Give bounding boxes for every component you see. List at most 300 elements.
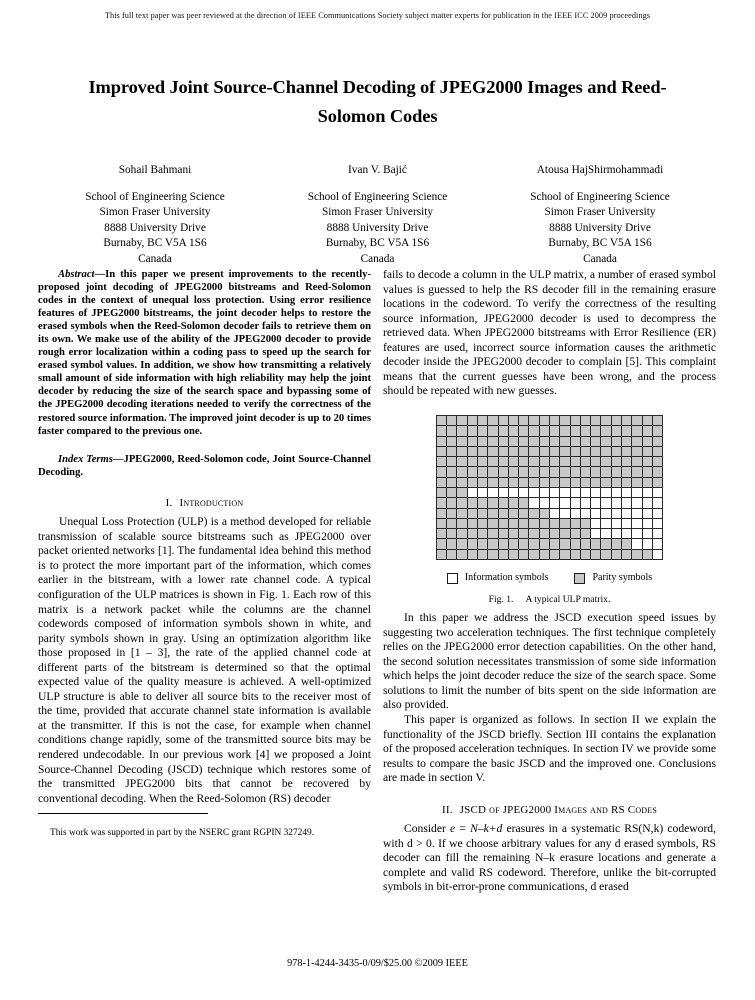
section-title: JSCD of JPEG2000 Images and RS Codes [459, 803, 658, 816]
matrix-cell-parity [632, 477, 642, 487]
matrix-cell-parity [467, 498, 477, 508]
section2-paragraph: Consider e = N–k+d erasures in a systematic RS(N,k) codeword, with d > 0. If we choose arbitrary values for any d erased symbols, RS decoder can fill the remaining N–k erasure locations and generate a complete and valid RS codeword. Therefore, unlike the bit-corrupted symbols in bit-error-prone communications, d erased [383, 822, 716, 894]
matrix-cell-parity [508, 539, 518, 549]
matrix-cell-parity [560, 529, 570, 539]
matrix-cell-information [611, 529, 621, 539]
matrix-cell-parity [570, 477, 580, 487]
matrix-cell-parity [652, 467, 662, 477]
matrix-cell-parity [508, 498, 518, 508]
matrix-cell-parity [539, 539, 549, 549]
legend-entry-information [447, 571, 549, 586]
matrix-cell-parity [467, 539, 477, 549]
affiliation-line: Simon Fraser University [99, 206, 211, 219]
matrix-cell-parity [508, 518, 518, 528]
matrix-cell-parity [477, 436, 487, 446]
matrix-cell-parity [498, 446, 508, 456]
matrix-cell-parity [580, 415, 590, 425]
matrix-cell-parity [580, 457, 590, 467]
matrix-cell-parity [539, 529, 549, 539]
matrix-cell-parity [488, 529, 498, 539]
matrix-cell-parity [457, 539, 467, 549]
matrix-row [436, 467, 663, 477]
matrix-cell-parity [591, 477, 601, 487]
matrix-cell-information [622, 529, 632, 539]
matrix-cell-parity [477, 446, 487, 456]
matrix-cell-information [591, 488, 601, 498]
section-number: II. [441, 803, 453, 816]
intro-continuation-paragraph: fails to decode a column in the ULP matrix, a number of erased symbol values is guessed to help the RS decoder fill in the remaining erasure locations in the codeword. To verify the correctness of the resulting source information, JPEG2000 decoder is used to decompress the retrieved data. When JPEG2000 bitstreams with Error Resilience (ER) features are used, incorrect source information causes the arithmetic decoder inside the JPEG2000 decoder to complain [5]. This complaint means that the current guesses have been wrong, and the process should be repeated with new guesses. [383, 268, 716, 398]
matrix-cell-information [652, 508, 662, 518]
matrix-row [436, 529, 663, 539]
matrix-cell-parity [539, 457, 549, 467]
matrix-cell-parity [601, 426, 611, 436]
matrix-cell-parity [457, 436, 467, 446]
matrix-cell-parity [601, 446, 611, 456]
right-paragraph: In this paper we address the JSCD execution speed issues by suggesting two acceleration techniques. The first technique completely relies on the JPEG2000 error detection capabilities. On the other hand, the second solution necessitates transmission of some side information which helps the joint decoder reduce the size of the search space. Some solutions to limit the number of bits spent on the side information are also provided. [383, 611, 716, 712]
matrix-cell-parity [488, 498, 498, 508]
matrix-cell-parity [560, 477, 570, 487]
matrix-cell-information [632, 498, 642, 508]
index-terms-dash: — [112, 453, 124, 465]
matrix-cell-parity [632, 436, 642, 446]
matrix-cell-information [570, 508, 580, 518]
legend-swatch-gray-icon [574, 573, 585, 584]
matrix-cell-parity [642, 457, 652, 467]
matrix-cell-parity [457, 477, 467, 487]
matrix-cell-parity [601, 477, 611, 487]
matrix-cell-information [580, 488, 590, 498]
matrix-cell-parity [591, 467, 601, 477]
matrix-cell-information [622, 488, 632, 498]
matrix-cell-information [622, 508, 632, 518]
matrix-cell-parity [447, 415, 457, 425]
matrix-cell-parity [508, 446, 518, 456]
matrix-cell-parity [539, 467, 549, 477]
matrix-cell-parity [467, 508, 477, 518]
matrix-cell-information [611, 508, 621, 518]
matrix-cell-parity [591, 457, 601, 467]
matrix-cell-parity [652, 426, 662, 436]
matrix-cell-parity [488, 518, 498, 528]
matrix-cell-parity [447, 518, 457, 528]
matrix-cell-parity [560, 539, 570, 549]
matrix-cell-parity [570, 549, 580, 559]
matrix-cell-parity [477, 426, 487, 436]
section-heading-jscd [383, 803, 716, 818]
matrix-cell-parity [519, 426, 529, 436]
paper-title: Improved Joint Source-Channel Decoding of JPEG2000 Images and Reed-Solomon Codes [88, 77, 667, 126]
matrix-cell-information [601, 498, 611, 508]
matrix-cell-parity [467, 426, 477, 436]
matrix-cell-parity [570, 467, 580, 477]
matrix-cell-parity [436, 436, 446, 446]
matrix-cell-parity [550, 529, 560, 539]
matrix-cell-parity [467, 518, 477, 528]
matrix-cell-parity [477, 549, 487, 559]
matrix-cell-parity [519, 457, 529, 467]
ieee-review-banner: This full text paper was peer reviewed at the direction of IEEE Communications Society subject matter experts for publication in the IEEE ICC 2009 proceedings [104, 11, 651, 20]
matrix-cell-parity [488, 477, 498, 487]
legend-entry-parity [574, 571, 652, 586]
matrix-cell-parity [508, 426, 518, 436]
matrix-cell-parity [498, 477, 508, 487]
matrix-cell-information [519, 488, 529, 498]
matrix-cell-parity [508, 415, 518, 425]
right-column [383, 268, 716, 895]
matrix-cell-information [591, 508, 601, 518]
matrix-cell-information [550, 488, 560, 498]
matrix-row [436, 477, 663, 487]
matrix-cell-information [632, 518, 642, 528]
matrix-row [436, 426, 663, 436]
matrix-cell-parity [652, 436, 662, 446]
matrix-cell-parity [498, 436, 508, 446]
matrix-cell-parity [457, 426, 467, 436]
matrix-cell-information [560, 498, 570, 508]
left-column [38, 268, 371, 839]
author-column [44, 163, 266, 268]
matrix-cell-parity [519, 508, 529, 518]
matrix-cell-parity [580, 426, 590, 436]
matrix-cell-parity [436, 549, 446, 559]
matrix-cell-parity [488, 508, 498, 518]
author-column [489, 163, 711, 268]
matrix-cell-information [642, 529, 652, 539]
matrix-cell-parity [622, 446, 632, 456]
matrix-cell-parity [591, 446, 601, 456]
matrix-cell-parity [498, 518, 508, 528]
matrix-row [436, 446, 663, 456]
matrix-cell-parity [652, 415, 662, 425]
matrix-cell-parity [539, 549, 549, 559]
matrix-cell-parity [508, 508, 518, 518]
matrix-cell-parity [560, 518, 570, 528]
matrix-cell-parity [467, 549, 477, 559]
matrix-cell-information [642, 518, 652, 528]
matrix-cell-parity [632, 426, 642, 436]
matrix-cell-information [550, 508, 560, 518]
figure-caption-text: A typical ULP matrix. [525, 593, 611, 605]
matrix-cell-parity [508, 529, 518, 539]
intro-paragraph: Unequal Loss Protection (ULP) is a method developed for reliable transmission of scalable source bitstreams such as JPEG2000 over packet oriented networks [1]. The fundamental idea behind this method is to protect the more important part of the information, which comes earlier in the bitstream, with a lower rate channel code. A typical configuration of the ULP matrices is shown in Fig. 1. Each row of this matrix is a network packet while the columns are the channel codewords composed of information symbols shown in white, and parity symbols shown in gray. Using an optimization algorithm like those proposed in [1 – 3], the rate of the applied channel code at different parts of the bitstream is determined so that the optimal expected value of the quality measure is achieved. A well-optimized ULP structure is able to deliver all source bits to the receiver most of the time, provided that accurate channel state information is available at the transmitter. If this is not the case, for example when channel conditions change rapidly, some of the transmitted source bits may be rendered undecodable. In our previous work [4] we proposed a Joint Source-Channel Decoding (JSCD) technique which restores some of the transmitted JPEG2000 bits that cannot be recovered by conventional decoding. When the Reed-Solomon (RS) decoder [38, 515, 371, 805]
matrix-cell-parity [580, 436, 590, 446]
matrix-cell-parity [498, 508, 508, 518]
matrix-cell-information [652, 539, 662, 549]
matrix-cell-parity [622, 539, 632, 549]
matrix-cell-parity [457, 488, 467, 498]
affiliation-line: Burnaby, BC V5A 1S6 [548, 237, 652, 250]
matrix-cell-information [642, 539, 652, 549]
matrix-cell-parity [550, 467, 560, 477]
funding-footnote: This work was supported in part by the NSERC grant RGPIN 327249. [50, 828, 315, 839]
affiliation-line: Canada [583, 252, 617, 265]
matrix-cell-parity [622, 415, 632, 425]
matrix-cell-parity [457, 415, 467, 425]
matrix-cell-information [550, 498, 560, 508]
matrix-cell-parity [457, 529, 467, 539]
matrix-cell-parity [447, 549, 457, 559]
matrix-cell-parity [652, 446, 662, 456]
matrix-cell-parity [457, 457, 467, 467]
matrix-cell-parity [477, 467, 487, 477]
matrix-cell-parity [477, 415, 487, 425]
matrix-cell-parity [477, 457, 487, 467]
matrix-cell-parity [539, 477, 549, 487]
matrix-cell-parity [601, 436, 611, 446]
matrix-cell-information [632, 488, 642, 498]
legend-label: Parity symbols [592, 572, 653, 584]
copyright-line: 978-1-4244-3435-0/09/$25.00 ©2009 IEEE [287, 958, 468, 969]
matrix-cell-parity [601, 415, 611, 425]
matrix-row [436, 518, 663, 528]
matrix-cell-parity [488, 436, 498, 446]
matrix-cell-information [652, 549, 662, 559]
matrix-cell-parity [570, 539, 580, 549]
matrix-cell-parity [591, 549, 601, 559]
matrix-cell-information [477, 488, 487, 498]
matrix-cell-parity [436, 529, 446, 539]
matrix-cell-parity [477, 539, 487, 549]
matrix-cell-parity [580, 549, 590, 559]
matrix-cell-parity [436, 539, 446, 549]
matrix-cell-parity [488, 539, 498, 549]
matrix-cell-parity [529, 539, 539, 549]
matrix-cell-information [601, 518, 611, 528]
matrix-cell-parity [570, 436, 580, 446]
matrix-cell-parity [447, 488, 457, 498]
matrix-cell-parity [519, 415, 529, 425]
matrix-cell-parity [539, 415, 549, 425]
matrix-cell-information [642, 498, 652, 508]
matrix-cell-parity [591, 415, 601, 425]
matrix-cell-information [652, 518, 662, 528]
matrix-cell-parity [457, 518, 467, 528]
math-e: e [450, 822, 456, 836]
matrix-cell-parity [550, 415, 560, 425]
matrix-cell-information [652, 498, 662, 508]
matrix-cell-parity [447, 529, 457, 539]
matrix-cell-parity [550, 446, 560, 456]
matrix-cell-parity [560, 436, 570, 446]
matrix-cell-parity [642, 426, 652, 436]
matrix-cell-parity [436, 518, 446, 528]
matrix-cell-parity [580, 446, 590, 456]
matrix-cell-information [498, 488, 508, 498]
matrix-cell-parity [477, 498, 487, 508]
matrix-cell-parity [580, 467, 590, 477]
matrix-cell-parity [622, 549, 632, 559]
section2-text: erasures in a systematic RS(N,k) codeword, with d > 0. If we choose arbitrary values for any d erased symbols, RS decoder can fill the remaining N–k erasure locations and generate a complete and valid RS codeword. Therefore, unlike the bit-corrupted symbols in bit-error-prone communications, d erased [383, 822, 716, 894]
matrix-cell-parity [519, 529, 529, 539]
affiliation-line: Burnaby, BC V5A 1S6 [103, 237, 207, 250]
matrix-cell-parity [622, 477, 632, 487]
matrix-cell-parity [498, 426, 508, 436]
matrix-cell-parity [477, 477, 487, 487]
matrix-cell-parity [519, 477, 529, 487]
matrix-cell-parity [652, 477, 662, 487]
matrix-cell-parity [519, 539, 529, 549]
matrix-cell-parity [611, 477, 621, 487]
matrix-cell-information [539, 498, 549, 508]
matrix-cell-parity [529, 415, 539, 425]
index-terms-text: JPEG2000, Reed-Solomon code, Joint Source-Channel Decoding. [38, 453, 371, 478]
matrix-row [436, 508, 663, 518]
matrix-cell-information [601, 488, 611, 498]
ulp-matrix-wrap [383, 415, 716, 560]
matrix-cell-information [580, 498, 590, 508]
matrix-cell-parity [477, 529, 487, 539]
matrix-cell-parity [570, 415, 580, 425]
matrix-cell-information [508, 488, 518, 498]
math-nkd: N–k+d [470, 822, 503, 836]
matrix-cell-parity [611, 467, 621, 477]
matrix-cell-parity [580, 539, 590, 549]
section-number: I. [165, 496, 173, 509]
matrix-cell-parity [508, 549, 518, 559]
matrix-cell-parity [560, 467, 570, 477]
ulp-matrix [436, 415, 664, 560]
matrix-cell-information [652, 529, 662, 539]
matrix-cell-parity [529, 508, 539, 518]
matrix-cell-information [642, 488, 652, 498]
matrix-cell-parity [436, 446, 446, 456]
matrix-cell-parity [436, 498, 446, 508]
matrix-cell-parity [519, 467, 529, 477]
matrix-cell-parity [652, 457, 662, 467]
matrix-cell-parity [580, 518, 590, 528]
matrix-cell-parity [632, 446, 642, 456]
matrix-cell-parity [498, 549, 508, 559]
figure-caption [383, 593, 716, 608]
abstract-label: Abstract [58, 269, 95, 280]
matrix-cell-parity [508, 436, 518, 446]
matrix-cell-parity [570, 529, 580, 539]
section2-prefix: Consider [404, 822, 451, 836]
matrix-cell-information [539, 488, 549, 498]
matrix-cell-parity [539, 436, 549, 446]
matrix-cell-parity [498, 467, 508, 477]
matrix-cell-parity [519, 436, 529, 446]
affiliation-line: 8888 University Drive [326, 221, 429, 234]
affiliation-line: School of Engineering Science [85, 190, 225, 203]
affiliation-line: 8888 University Drive [549, 221, 651, 234]
matrix-cell-parity [498, 415, 508, 425]
matrix-cell-parity [457, 549, 467, 559]
matrix-cell-parity [498, 529, 508, 539]
matrix-cell-parity [550, 457, 560, 467]
matrix-cell-parity [560, 446, 570, 456]
matrix-cell-parity [436, 426, 446, 436]
legend-swatch-white-icon [447, 573, 458, 584]
matrix-row [436, 488, 663, 498]
matrix-cell-parity [539, 426, 549, 436]
matrix-cell-parity [457, 446, 467, 456]
matrix-cell-parity [529, 446, 539, 456]
matrix-cell-parity [436, 477, 446, 487]
matrix-cell-parity [447, 436, 457, 446]
matrix-cell-parity [642, 477, 652, 487]
matrix-cell-parity [467, 477, 477, 487]
matrix-cell-parity [580, 529, 590, 539]
matrix-cell-information [591, 529, 601, 539]
matrix-cell-parity [447, 467, 457, 477]
matrix-cell-parity [467, 415, 477, 425]
matrix-cell-information [591, 498, 601, 508]
matrix-cell-parity [601, 549, 611, 559]
matrix-cell-parity [519, 446, 529, 456]
matrix-cell-parity [642, 436, 652, 446]
matrix-row [436, 539, 663, 549]
matrix-cell-information [591, 518, 601, 528]
matrix-cell-parity [508, 467, 518, 477]
matrix-row [436, 457, 663, 467]
matrix-cell-parity [519, 549, 529, 559]
matrix-cell-information [467, 488, 477, 498]
affiliation-line: 8888 University Drive [104, 221, 206, 234]
matrix-cell-parity [467, 436, 477, 446]
matrix-cell-parity [447, 477, 457, 487]
matrix-cell-parity [622, 426, 632, 436]
abstract-paragraph [38, 268, 371, 438]
matrix-cell-parity [622, 457, 632, 467]
matrix-cell-parity [550, 539, 560, 549]
matrix-cell-parity [529, 549, 539, 559]
matrix-cell-parity [560, 549, 570, 559]
matrix-cell-parity [447, 446, 457, 456]
matrix-cell-parity [632, 549, 642, 559]
matrix-row [436, 415, 663, 425]
figure-legend [383, 571, 716, 586]
matrix-cell-parity [642, 415, 652, 425]
abstract-dash: — [94, 269, 106, 280]
matrix-cell-parity [519, 518, 529, 528]
matrix-cell-parity [611, 436, 621, 446]
author-name: Sohail Bahmani [118, 164, 192, 176]
matrix-cell-parity [508, 457, 518, 467]
matrix-cell-information [529, 498, 539, 508]
matrix-cell-parity [477, 518, 487, 528]
section-title: Introduction [179, 496, 244, 509]
matrix-cell-parity [539, 446, 549, 456]
matrix-cell-parity [467, 529, 477, 539]
author-name: Ivan V. Bajić [348, 164, 407, 176]
affiliation-line: Simon Fraser University [544, 206, 656, 219]
matrix-cell-parity [570, 446, 580, 456]
matrix-cell-parity [560, 457, 570, 467]
matrix-cell-information [580, 508, 590, 518]
matrix-cell-information [529, 488, 539, 498]
matrix-cell-parity [529, 457, 539, 467]
matrix-cell-parity [529, 467, 539, 477]
matrix-cell-information [601, 508, 611, 518]
right-paragraph: This paper is organized as follows. In section II we explain the functionality of the JSCD briefly. Section III contains the explanation of the proposed acceleration techniques. In section IV we provide some results to compare the basic JSCD and the improved one. Conclusions are made in section V. [383, 713, 716, 785]
matrix-cell-parity [488, 446, 498, 456]
matrix-row [436, 436, 663, 446]
matrix-cell-parity [570, 518, 580, 528]
matrix-cell-parity [467, 467, 477, 477]
matrix-cell-parity [436, 467, 446, 477]
matrix-cell-parity [447, 508, 457, 518]
matrix-row [436, 498, 663, 508]
matrix-cell-parity [498, 457, 508, 467]
matrix-cell-parity [508, 477, 518, 487]
matrix-cell-parity [447, 457, 457, 467]
matrix-cell-parity [539, 518, 549, 528]
matrix-cell-parity [550, 549, 560, 559]
matrix-cell-information [560, 508, 570, 518]
matrix-cell-parity [498, 539, 508, 549]
index-terms-paragraph [38, 453, 371, 479]
